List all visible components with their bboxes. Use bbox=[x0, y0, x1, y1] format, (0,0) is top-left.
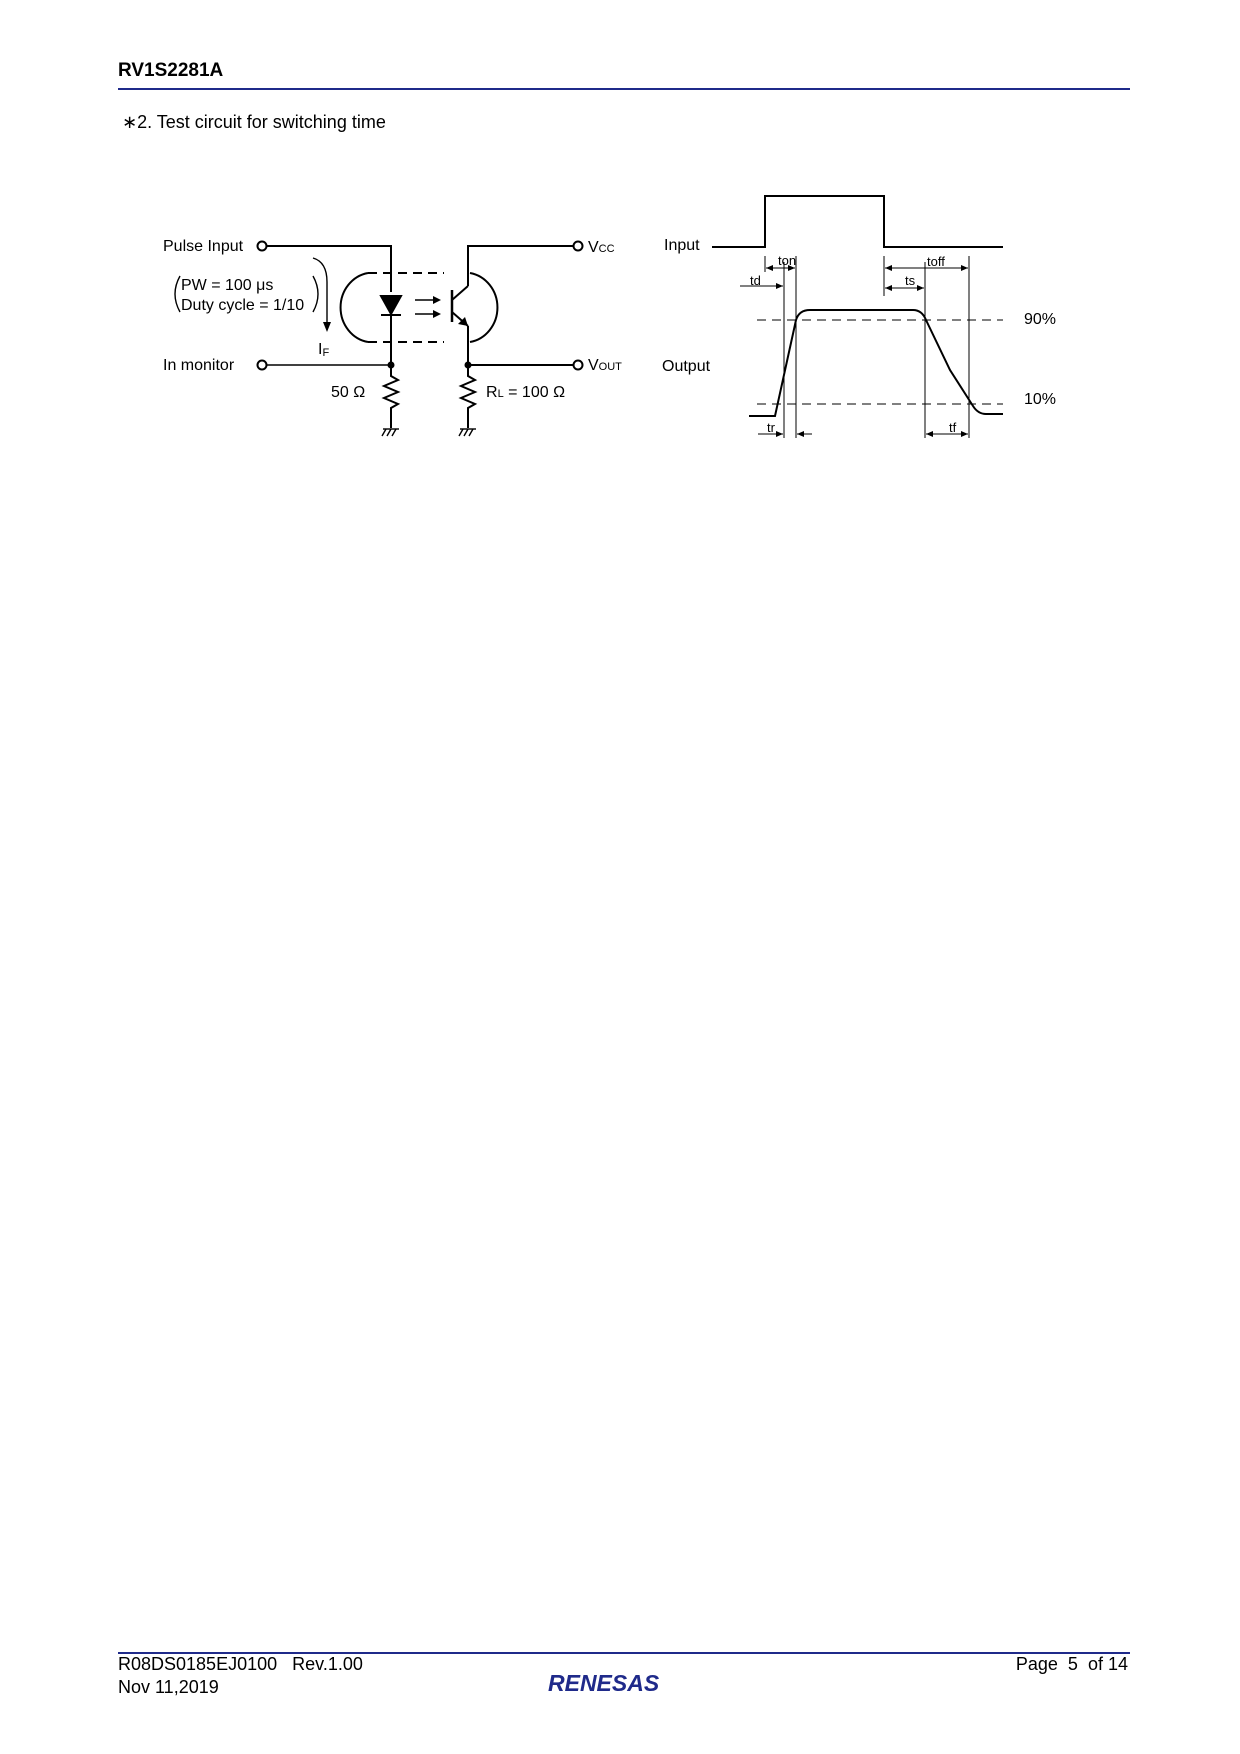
right-paren bbox=[313, 276, 318, 312]
output-trace bbox=[749, 310, 1003, 416]
revision: Rev.1.00 bbox=[292, 1654, 363, 1674]
if-label: IF bbox=[318, 341, 330, 359]
renesas-logo bbox=[548, 1668, 698, 1698]
tr-label: tr bbox=[767, 420, 775, 435]
light-arrow-2-head bbox=[433, 310, 441, 318]
package-right-cap bbox=[470, 273, 497, 342]
footer-document-number bbox=[118, 1654, 363, 1675]
vout-terminal bbox=[574, 361, 583, 370]
renesas-logo-text: RENESAS bbox=[548, 1670, 660, 1696]
if-arrow-line bbox=[313, 258, 327, 324]
transistor-collector bbox=[452, 286, 468, 300]
switching-waveform bbox=[712, 196, 1003, 438]
level-90-label: 90% bbox=[1024, 311, 1057, 328]
td-arrow bbox=[740, 283, 783, 289]
tf-label: tf bbox=[949, 420, 957, 435]
emitter-wire bbox=[468, 326, 574, 365]
td-label: td bbox=[750, 273, 761, 288]
ton-label: ton bbox=[778, 253, 797, 268]
pulse-input-terminal bbox=[258, 242, 267, 251]
waveform-labels bbox=[662, 237, 1056, 435]
in-monitor-terminal bbox=[258, 361, 267, 370]
resistor-50-icon bbox=[384, 365, 398, 428]
led-diode-icon bbox=[381, 296, 401, 314]
left-paren bbox=[175, 276, 180, 312]
footer-date: Nov 11,2019 bbox=[118, 1677, 219, 1697]
output-label: Output bbox=[662, 358, 711, 375]
section-title: ∗2. Test circuit for switching time bbox=[122, 112, 386, 132]
tf-arrow bbox=[926, 431, 968, 437]
document-number: R08DS0185EJ0100 bbox=[118, 1654, 278, 1674]
vcc-label: VCC bbox=[588, 239, 615, 256]
input-label: Input bbox=[664, 237, 700, 254]
ts-label: ts bbox=[905, 273, 916, 288]
vcc-terminal bbox=[574, 242, 583, 251]
page-number: Page 5 of 14 bbox=[1015, 1654, 1128, 1674]
duty-cycle-label: Duty cycle = 1/10 bbox=[181, 297, 305, 314]
input-pulse-trace bbox=[712, 196, 1003, 247]
part-number-title: RV1S2281A bbox=[118, 60, 224, 81]
ground-icon bbox=[459, 429, 476, 436]
vout-label: VOUT bbox=[588, 357, 622, 374]
pw-label: PW = 100 μs bbox=[181, 277, 274, 294]
pulse-input-label: Pulse Input bbox=[163, 238, 244, 255]
level-10-label: 10% bbox=[1024, 391, 1057, 408]
switching-time-figure bbox=[0, 0, 1240, 470]
test-circuit bbox=[175, 242, 583, 437]
if-arrow-head-icon bbox=[323, 322, 331, 332]
toff-label: toff bbox=[927, 254, 945, 269]
pulse-input-wire bbox=[266, 246, 391, 292]
load-resistor-label: RL = 100 Ω bbox=[486, 384, 566, 401]
light-arrow-1-head bbox=[433, 296, 441, 304]
monitor-resistor-label: 50 Ω bbox=[331, 384, 366, 401]
in-monitor-label: In monitor bbox=[163, 357, 235, 374]
resistor-rl-icon bbox=[461, 365, 475, 428]
package-left-cap bbox=[341, 273, 368, 342]
ground-icon bbox=[382, 429, 399, 436]
